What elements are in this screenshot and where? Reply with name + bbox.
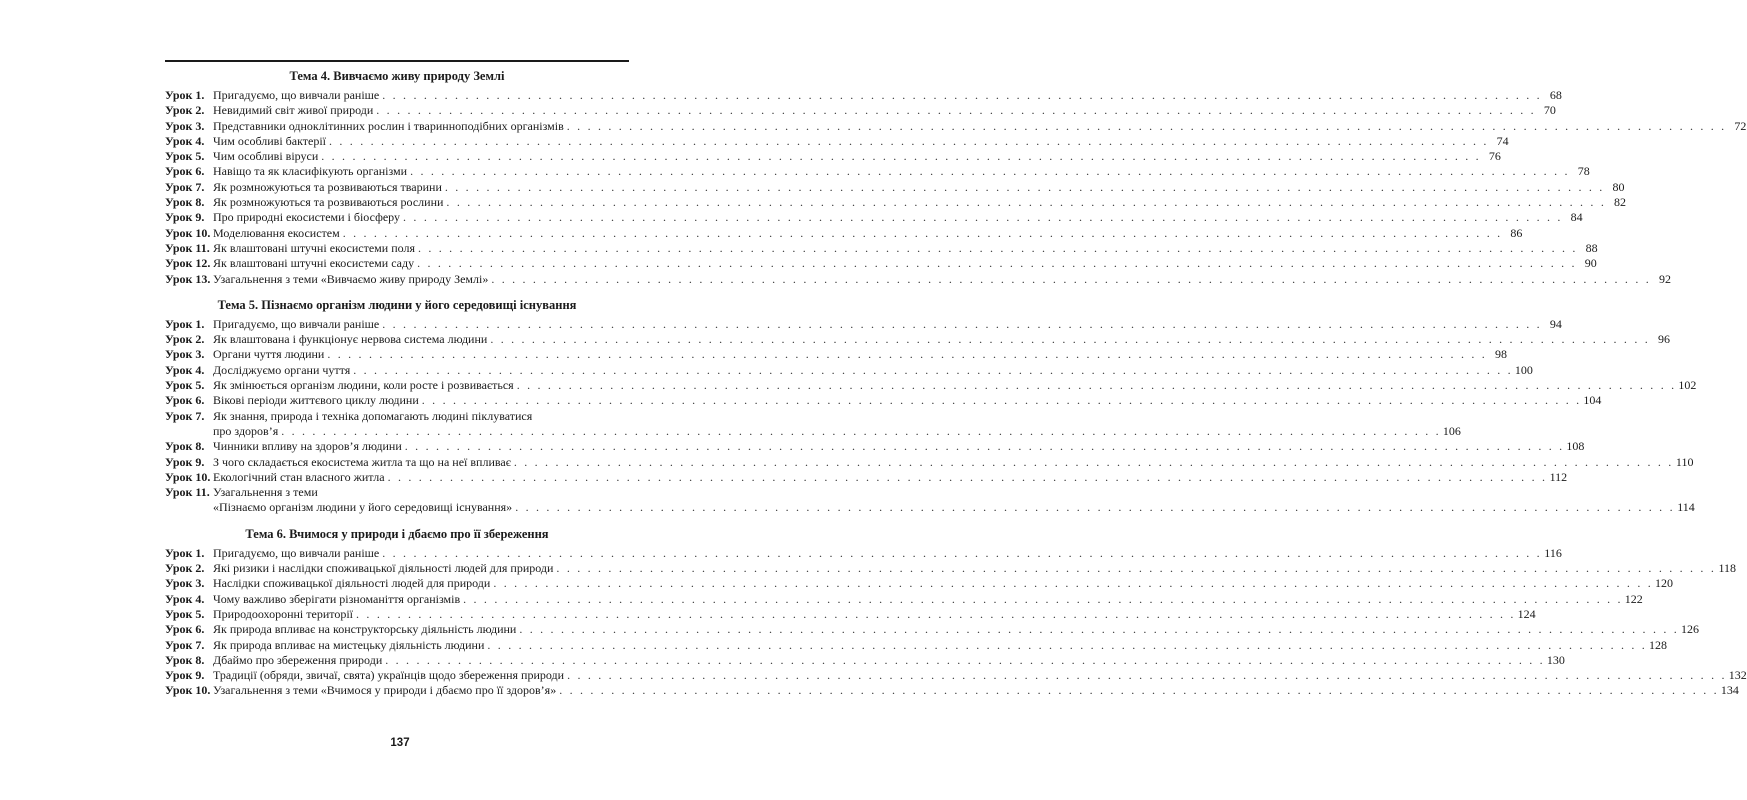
dot-leader: [410, 164, 1570, 179]
lesson-title: Як знання, природа і техніка допомагають людині піклуватися: [213, 408, 533, 423]
dot-leader: [559, 683, 1719, 698]
toc-entry: [165, 409, 629, 424]
page-ref: 98: [1494, 347, 1507, 362]
toc-entry: [165, 271, 1671, 287]
lesson-label: Урок 1.: [165, 88, 205, 102]
lesson-title: Невидимий світ живої природи: [213, 103, 374, 118]
toc-entry: [165, 149, 1501, 164]
lesson-title: Які ризики і наслідки споживацької діяльності людей для природи: [213, 561, 554, 576]
dot-leader: [382, 317, 1542, 332]
page-ref: 94: [1549, 316, 1562, 331]
dot-leader: [321, 149, 1481, 164]
lesson-title: Природоохоронні території: [213, 606, 354, 621]
page-ref: 82: [1614, 195, 1627, 210]
toc-entry: [165, 439, 1585, 454]
dot-leader: [382, 88, 1542, 103]
dot-leader: [422, 393, 1582, 408]
toc-entry-continuation: [165, 500, 1695, 515]
lesson-title: Узагальнення з теми: [213, 485, 318, 500]
toc-entry: [165, 103, 1556, 118]
toc-entry: [165, 256, 1597, 271]
lesson-title: Пригадуємо, що вивчали раніше: [213, 88, 380, 102]
lesson-title: Як змінюється організм людини, коли росте і розвивається: [213, 378, 514, 393]
page-ref: 92: [1658, 271, 1671, 286]
lesson-label: Урок 5.: [165, 606, 205, 621]
page-ref: 88: [1585, 240, 1598, 255]
lesson-label: Урок 11.: [165, 240, 210, 255]
lesson-title: Навіщо та як класифікують організми: [213, 164, 408, 179]
toc-entry: [165, 606, 1536, 622]
theme-section: [165, 297, 1697, 516]
lesson-label: Урок 2.: [165, 103, 205, 118]
page-ref: 96: [1657, 332, 1670, 347]
lesson-title: Чинники впливу на здоров’я людини: [213, 439, 402, 454]
lesson-title: Пригадуємо, що вивчали раніше: [213, 316, 380, 331]
dot-leader: [567, 668, 1727, 683]
lesson-title: Органи чуття людини: [213, 347, 325, 362]
lesson-label: Урок 3.: [165, 118, 205, 133]
toc-entry: [165, 378, 1697, 393]
toc-entry: [165, 164, 1590, 179]
dot-leader: [515, 500, 1675, 515]
toc-entry: [165, 88, 1562, 103]
toc-entry: [165, 454, 1694, 470]
toc-entry: [165, 179, 1625, 195]
dot-leader: [514, 455, 1674, 470]
page-ref: 122: [1624, 591, 1643, 606]
toc-entry: [165, 561, 1737, 576]
lesson-label: Урок 4.: [165, 362, 205, 377]
toc-entry-continuation: [165, 423, 1461, 439]
lesson-label: Урок 8.: [165, 195, 205, 210]
page-ref: 72: [1734, 118, 1747, 133]
lesson-label: Урок 10.: [165, 683, 211, 698]
lesson-title: Як природа впливає на мистецьку діяльність людини: [213, 637, 485, 652]
lesson-title-continued: про здоров’я: [213, 423, 279, 438]
lesson-label: Урок 7.: [165, 637, 205, 652]
page-ref: 86: [1510, 225, 1523, 240]
page-ref: 104: [1583, 393, 1602, 408]
lesson-title: Узагальнення з теми «Вивчаємо живу природу Землі»: [213, 271, 489, 286]
dot-leader: [385, 653, 1545, 668]
dot-leader: [417, 256, 1577, 271]
toc-entry: [165, 591, 1643, 607]
lesson-label: Урок 5.: [165, 378, 205, 393]
lesson-label: Урок 10.: [165, 225, 211, 240]
page-ref: 112: [1549, 469, 1568, 484]
dot-leader: [327, 347, 1487, 362]
dot-leader: [281, 424, 1441, 439]
page-ref: 80: [1612, 179, 1625, 194]
page-ref: 134: [1720, 683, 1739, 698]
lesson-label: Урок 6.: [165, 393, 205, 408]
dot-leader: [519, 622, 1679, 637]
lesson-label: Урок 8.: [165, 652, 205, 667]
page-ref: 132: [1728, 668, 1747, 683]
dot-leader: [382, 546, 1542, 561]
page-ref: 76: [1488, 149, 1501, 164]
dot-leader: [487, 638, 1647, 653]
toc-entry: [165, 240, 1598, 256]
toc-entry: [165, 683, 1739, 698]
toc-entry: [165, 668, 1747, 683]
lesson-label: Урок 2.: [165, 332, 205, 347]
toc-entry: [165, 637, 1668, 653]
toc-entry: [165, 652, 1565, 668]
lesson-list: [165, 88, 1747, 287]
lesson-title: Як природа впливає на конструкторську діяльність людини: [213, 622, 517, 637]
lesson-title: Екологічний стан власного житла: [213, 469, 385, 484]
toc-entry: [165, 469, 1568, 485]
dot-leader: [343, 226, 1503, 241]
lesson-label: Урок 3.: [165, 347, 205, 362]
dot-leader: [353, 363, 1513, 378]
toc-entry: [165, 393, 1602, 408]
lesson-label: Урок 10.: [165, 469, 211, 484]
dot-leader: [493, 576, 1653, 591]
lesson-title: Чим особливі бактерії: [213, 133, 326, 148]
toc-entry: [165, 133, 1509, 149]
page-ref: 90: [1584, 256, 1597, 271]
toc-entry: [165, 622, 1699, 637]
page-ref: 116: [1544, 545, 1562, 560]
lesson-label: Урок 7.: [165, 408, 205, 423]
lesson-title: Як влаштована і функціонує нервова система людини: [213, 332, 488, 347]
top-rule: [165, 60, 629, 62]
toc-entry: [165, 118, 1747, 134]
page-ref: 114: [1677, 500, 1695, 515]
page-ref: 74: [1496, 133, 1509, 148]
page-ref: 100: [1514, 362, 1533, 377]
theme-title: Тема 5. Пізнаємо організм людини у його середовищі існування: [217, 297, 577, 312]
toc-entry: [165, 332, 1670, 347]
lesson-label: Урок 3.: [165, 576, 205, 591]
dot-leader: [329, 134, 1489, 149]
page-ref: 110: [1675, 454, 1694, 469]
dot-leader: [388, 470, 1548, 485]
lesson-title: Як розмножуються та розвиваються рослини: [213, 195, 444, 210]
lesson-label: Урок 8.: [165, 439, 205, 454]
lesson-title: Узагальнення з теми «Вчимося у природи і дбаємо про її здоров’я»: [213, 683, 557, 698]
dot-leader: [418, 241, 1578, 256]
toc-entry: [165, 362, 1533, 378]
page-number: 137: [390, 737, 410, 749]
toc-entry: [165, 210, 1583, 225]
lesson-label: Урок 12.: [165, 256, 211, 271]
lesson-title: Традиції (обряди, звичаї, свята) українців щодо збереження природи: [213, 668, 565, 683]
lesson-title: Вікові періоди життєвого циклу людини: [213, 393, 419, 408]
lesson-label: Урок 1.: [165, 545, 205, 560]
lesson-label: Урок 1.: [165, 316, 205, 331]
page-ref: 118: [1718, 561, 1737, 576]
lesson-label: Урок 9.: [165, 454, 205, 469]
lesson-label: Урок 6.: [165, 164, 205, 179]
lesson-title: Як розмножуються та розвиваються тварини: [213, 179, 442, 194]
page-ref: 130: [1546, 652, 1565, 667]
lesson-title: Як влаштовані штучні екосистеми поля: [213, 240, 415, 255]
lesson-title: Про природні екосистеми і біосферу: [213, 210, 401, 225]
theme-section: [165, 68, 1747, 287]
lesson-title: З чого складається екосистема житла та що на неї впливає: [213, 454, 511, 469]
lesson-list: [165, 316, 1697, 516]
dot-leader: [405, 439, 1565, 454]
theme-title: Тема 4. Вивчаємо живу природу Землі: [289, 69, 505, 83]
lesson-label: Урок 4.: [165, 133, 205, 148]
dot-leader: [556, 561, 1716, 576]
theme-section: [165, 526, 1747, 699]
lesson-label: Урок 9.: [165, 210, 205, 225]
theme-title: Тема 6. Вчимося у природи і дбаємо про її збереження: [245, 526, 549, 541]
dot-leader: [490, 332, 1650, 347]
lesson-label: Урок 7.: [165, 179, 205, 194]
page-ref: 108: [1566, 439, 1585, 454]
lesson-title-continued: «Пізнаємо організм людини у його середовищі існування»: [213, 500, 513, 515]
dot-leader: [517, 378, 1677, 393]
page-ref: 124: [1517, 606, 1536, 621]
dot-leader: [356, 607, 1516, 622]
page-ref: 68: [1549, 88, 1562, 102]
lesson-label: Урок 6.: [165, 622, 205, 637]
toc-entry: [165, 576, 1673, 591]
toc-entry: [165, 225, 1523, 241]
lesson-label: Урок 11.: [165, 485, 210, 500]
page-ref: 84: [1570, 210, 1583, 225]
lesson-title: Чим особливі віруси: [213, 149, 319, 164]
lesson-title: Наслідки споживацької діяльності людей для природи: [213, 576, 491, 591]
lesson-title: Чому важливо зберігати різноманіття організмів: [213, 591, 461, 606]
dot-leader: [567, 119, 1727, 134]
lesson-title: Як влаштовані штучні екосистеми саду: [213, 256, 415, 271]
lesson-title: Досліджуємо органи чуття: [213, 362, 351, 377]
dot-leader: [463, 592, 1623, 607]
lesson-label: Урок 4.: [165, 591, 205, 606]
lesson-list: [165, 545, 1747, 699]
page-ref: 78: [1577, 164, 1590, 179]
page-ref: 128: [1649, 637, 1668, 652]
lesson-label: Урок 9.: [165, 668, 205, 683]
page-ref: 126: [1680, 622, 1699, 637]
lesson-title: Представники одноклітинних рослин і тваринноподібних організмів: [213, 118, 564, 133]
lesson-title: Моделювання екосистем: [213, 225, 340, 240]
table-of-contents: [165, 68, 1747, 709]
toc-entry: [165, 545, 1562, 561]
toc-entry: [165, 316, 1562, 332]
toc-entry: [165, 485, 629, 500]
lesson-label: Урок 5.: [165, 149, 205, 164]
dot-leader: [446, 195, 1606, 210]
toc-entry: [165, 347, 1507, 362]
page-ref: 120: [1654, 576, 1673, 591]
dot-leader: [376, 103, 1536, 118]
lesson-label: Урок 13.: [165, 271, 211, 286]
page-ref: 70: [1543, 103, 1556, 118]
page-ref: 106: [1442, 423, 1461, 438]
toc-entry: [165, 195, 1627, 210]
dot-leader: [491, 272, 1651, 287]
dot-leader: [445, 180, 1605, 195]
page-ref: 102: [1678, 378, 1697, 393]
dot-leader: [403, 210, 1563, 225]
lesson-title: Дбаймо про збереження природи: [213, 652, 383, 667]
lesson-title: Пригадуємо, що вивчали раніше: [213, 545, 380, 560]
lesson-label: Урок 2.: [165, 561, 205, 576]
